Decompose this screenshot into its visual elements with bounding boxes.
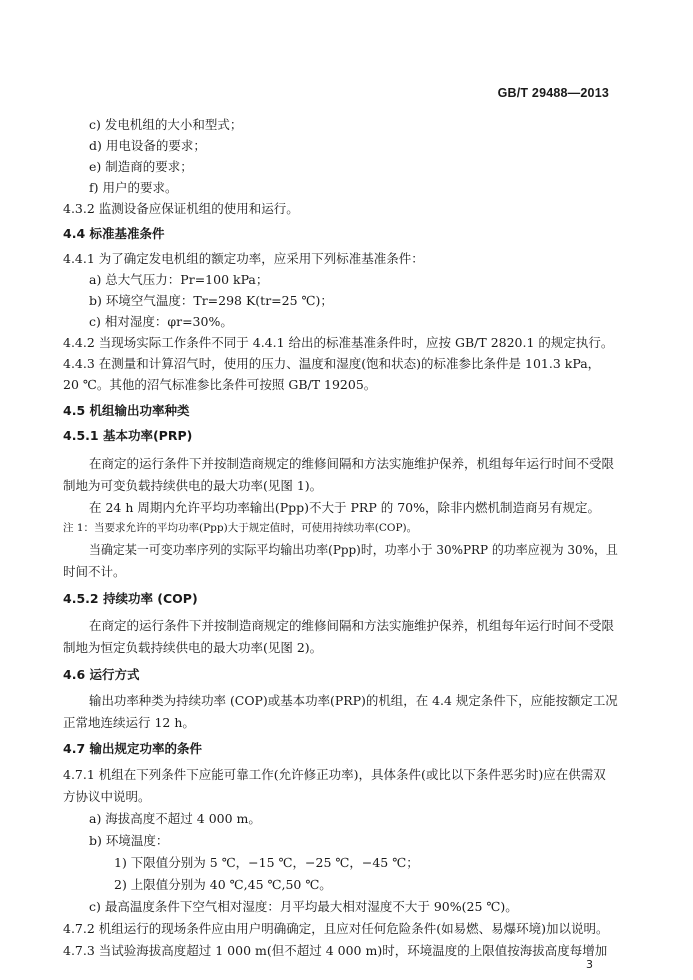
paragraph-average-line1: 当确定某一可变功率序列的实际平均输出功率(Ppp)时，功率小于 30%PRP 的功率应视为 30%，且 [89, 542, 618, 557]
list-item-c-humidity: c) 相对湿度：φr=30%。 [89, 314, 233, 329]
paragraph-cop-line2: 制地为恒定负载持续供电的最大功率(见图 2)。 [63, 640, 323, 655]
list-item-a-pressure: a) 总大气压力：Pr=100 kPa； [89, 272, 269, 287]
paragraph-prp-line1: 在商定的运行条件下并按制造商规定的维修间隔和方法实施维护保养，机组每年运行时间不受限 [89, 456, 615, 471]
clause-4-7-2: 4.7.2 机组运行的现场条件应由用户明确确定，且应对任何危险条件(如易燃、易爆环境)加以说明。 [63, 921, 609, 936]
list-item-f: f) 用户的要求。 [89, 180, 178, 195]
page-number: 3 [586, 958, 593, 971]
clause-4-4-2: 4.4.2 当现场实际工作条件不同于 4.4.1 给出的标准基准条件时，应按 GB/T 2820.1 的规定执行。 [63, 335, 614, 350]
list-item-c-relative-humidity: c) 最高温度条件下空气相对湿度：月平均最大相对湿度不大于 90%(25 ℃)。 [89, 899, 518, 914]
clause-4-7-3: 4.7.3 当试验海拔高度超过 1 000 m(但不超过 4 000 m)时，环境温度的上限值按海拔高度每增加 [63, 943, 608, 958]
list-item-b-temperature: b) 环境空气温度：Tr=298 K(tr=25 ℃)； [89, 293, 333, 308]
document-code: GB/T 29488—2013 [497, 86, 609, 100]
paragraph-operation-line1: 输出功率种类为持续功率 (COP)或基本功率(PRP)的机组，在 4.4 规定条件下，应能按额定工况 [89, 693, 618, 708]
clause-4-4-1: 4.4.1 为了确定发电机组的额定功率，应采用下列标准基准条件： [63, 251, 424, 266]
section-heading-4-5: 4.5 机组输出功率种类 [63, 403, 190, 418]
list-item-e: e) 制造商的要求； [89, 159, 193, 174]
list-item-b-ambient-temperature: b) 环境温度： [89, 833, 169, 848]
paragraph-cop-line1: 在商定的运行条件下并按制造商规定的维修间隔和方法实施维护保养，机组每年运行时间不受限 [89, 618, 615, 633]
sub-item-1-lower-limits: 1) 下限值分别为 5 ℃，−15 ℃，−25 ℃，−45 ℃； [114, 855, 419, 870]
clause-4-3-2: 4.3.2 监测设备应保证机组的使用和运行。 [63, 201, 299, 216]
clause-4-7-1-line2: 方协议中说明。 [63, 789, 151, 804]
section-heading-4-7: 4.7 输出规定功率的条件 [63, 741, 202, 756]
subsection-heading-4-5-2: 4.5.2 持续功率 (COP) [63, 591, 198, 606]
list-item-a-altitude: a) 海拔高度不超过 4 000 m。 [89, 811, 261, 826]
list-item-d: d) 用电设备的要求； [89, 138, 206, 153]
paragraph-average-line2: 时间不计。 [63, 564, 126, 579]
subsection-heading-4-5-1: 4.5.1 基本功率(PRP) [63, 428, 193, 443]
clause-4-4-3-line2: 20 ℃。其他的沼气标准参比条件可按照 GB/T 19205。 [63, 377, 377, 392]
note-1: 注 1：当要求允许的平均功率(Ppp)大于规定值时，可使用持续功率(COP)。 [63, 522, 418, 534]
section-heading-4-6: 4.6 运行方式 [63, 667, 140, 682]
clause-4-7-1-line1: 4.7.1 机组在下列条件下应能可靠工作(允许修正功率)，具体条件(或比以下条件恶劣时)应在供需双 [63, 767, 606, 782]
paragraph-prp-line2: 制地为可变负载持续供电的最大功率(见图 1)。 [63, 478, 323, 493]
clause-4-4-3-line1: 4.4.3 在测量和计算沼气时，使用的压力、温度和湿度(饱和状态)的标准参比条件是 101.3 kPa， [63, 356, 601, 371]
section-heading-4-4: 4.4 标准基准条件 [63, 226, 165, 241]
paragraph-ppp-limit: 在 24 h 周期内允许平均功率输出(Ppp)不大于 PRP 的 70%，除非内燃机制造商另有规定。 [89, 500, 600, 515]
sub-item-2-upper-limits: 2) 上限值分别为 40 ℃,45 ℃,50 ℃。 [114, 877, 332, 892]
list-item-c: c) 发电机组的大小和型式； [89, 117, 243, 132]
paragraph-operation-line2: 正常地连续运行 12 h。 [63, 715, 195, 730]
